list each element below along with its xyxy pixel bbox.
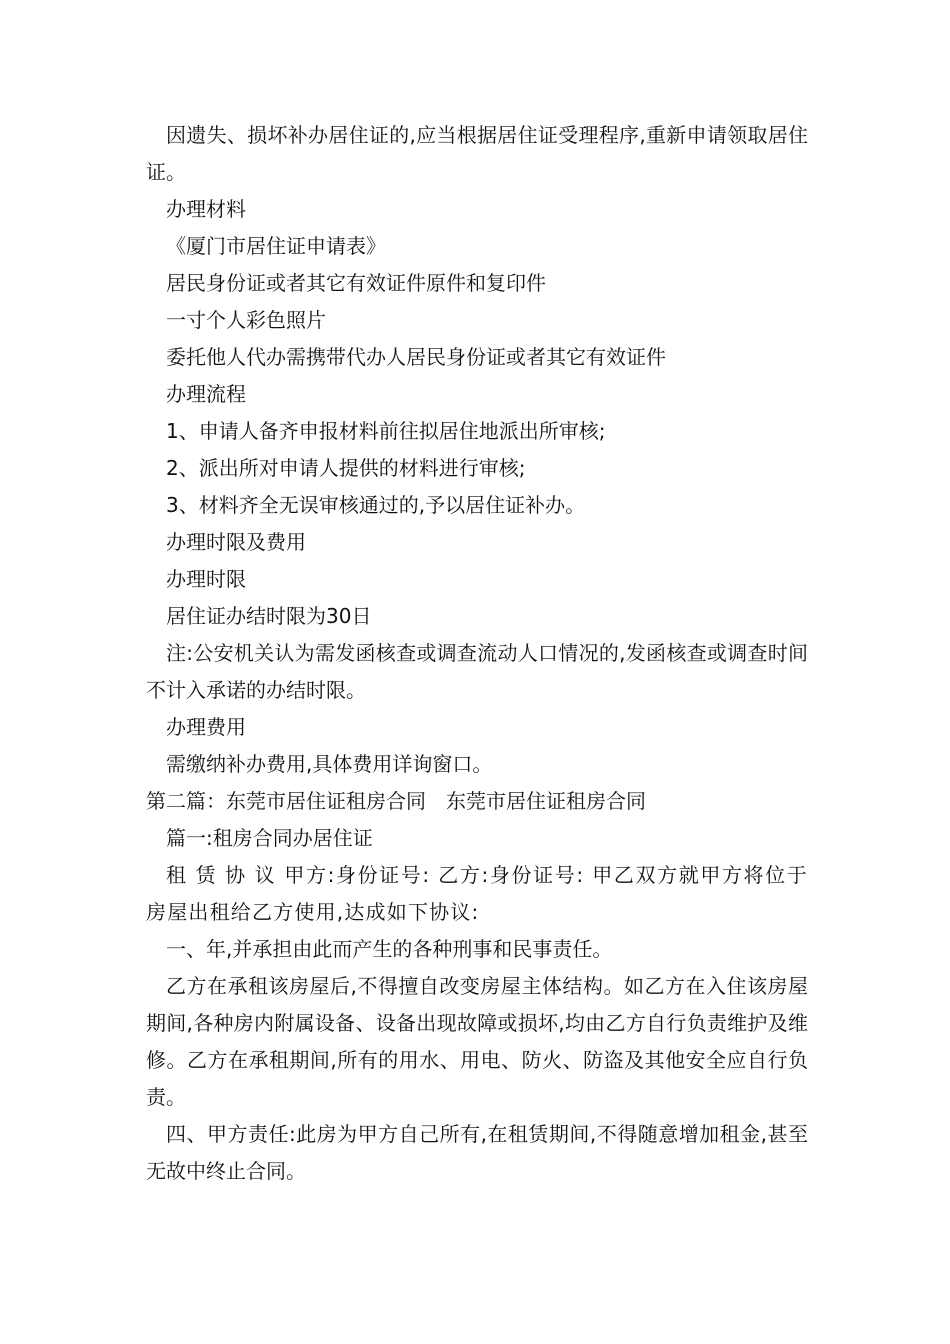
paragraph-note: 注:公安机关认为需发函核查或调查流动人口情况的,发函核查或调查时间不计入承诺的办结时限。 <box>146 641 808 702</box>
heading-time-and-fees: 办理时限及费用 <box>166 530 306 554</box>
paragraph-landlord-duties: 四、甲方责任:此房为甲方自己所有,在租赁期间,不得随意增加租金,甚至无故中终止合同。 <box>146 1122 808 1183</box>
heading-part-one: 篇一:租房合同办居住证 <box>166 826 373 850</box>
paragraph-time-limit: 居住证办结时限为30日 <box>166 604 372 628</box>
paragraph-fees: 需缴纳补办费用,具体费用详询窗口。 <box>166 752 493 776</box>
process-step-3: 3、材料齐全无误审核通过的,予以居住证补办。 <box>166 493 586 517</box>
paragraph-photo: 一寸个人彩色照片 <box>166 308 326 332</box>
paragraph-application-form: 《厦门市居住证申请表》 <box>166 234 386 258</box>
paragraph-clause-one: 一、年,并承担由此而产生的各种刑事和民事责任。 <box>166 937 613 961</box>
section-title-part-two: 第二篇：东莞市居住证租房合同 东莞市居住证租房合同 <box>146 789 646 813</box>
heading-materials: 办理材料 <box>166 197 246 221</box>
paragraph-proxy: 委托他人代办需携带代办人居民身份证或者其它有效证件 <box>166 345 666 369</box>
process-step-2: 2、派出所对申请人提供的材料进行审核; <box>166 456 526 480</box>
paragraph-id-card: 居民身份证或者其它有效证件原件和复印件 <box>166 271 546 295</box>
document-body <box>146 117 808 1190</box>
paragraph-lease-agreement: 租 赁 协 议 甲方:身份证号: 乙方:身份证号: 甲乙双方就甲方将位于房屋出租给乙方使用,达成如下协议: <box>146 863 808 924</box>
heading-process: 办理流程 <box>166 382 246 406</box>
paragraph-tenant-duties: 乙方在承租该房屋后,不得擅自改变房屋主体结构。如乙方在入住该房屋期间,各种房内附属设备、设备出现故障或损坏,均由乙方自行负责维护及维修。乙方在承租期间,所有的用水、用电、防火、防盗及其他安全应自行负责。 <box>146 974 808 1109</box>
paragraph-reissue: 因遗失、损坏补办居住证的,应当根据居住证受理程序,重新申请领取居住证。 <box>146 123 808 184</box>
heading-fees: 办理费用 <box>166 715 246 739</box>
process-step-1: 1、申请人备齐申报材料前往拟居住地派出所审核; <box>166 419 606 443</box>
heading-time-limit: 办理时限 <box>166 567 246 591</box>
